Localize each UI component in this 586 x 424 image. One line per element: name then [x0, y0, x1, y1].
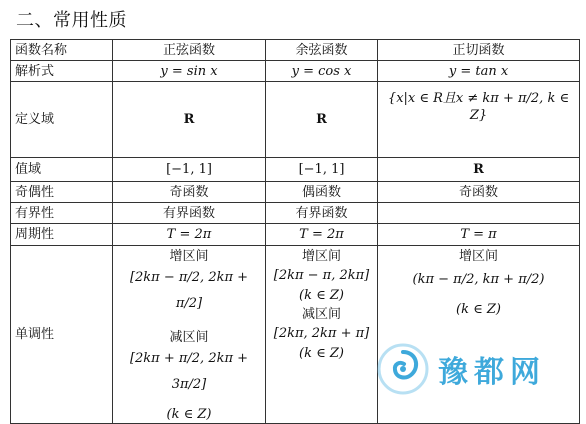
row-label-period: 周期性 [11, 224, 113, 246]
header-function-name: 函数名称 [11, 40, 113, 61]
tan-k-condition: (k ∈ Z) [456, 302, 501, 317]
cos-expression: y = cos x [266, 61, 378, 82]
row-parity [11, 182, 580, 203]
cos-period: T = 2π [266, 224, 378, 246]
cos-decreasing-interval: [2kπ, 2kπ + π] [273, 326, 370, 341]
sin-decreasing-label: 减区间 [169, 330, 209, 345]
cos-decreasing-k-condition: (k ∈ Z) [299, 346, 344, 361]
row-expression [11, 61, 580, 82]
cos-domain: R [266, 82, 378, 158]
row-domain [11, 82, 580, 158]
sin-period: T = 2π [113, 224, 266, 246]
sin-bounded: 有界函数 [113, 203, 266, 224]
cos-increasing-label: 增区间 [301, 249, 341, 264]
sin-monotonicity [113, 246, 266, 424]
tan-period: T = π [378, 224, 580, 246]
cos-increasing-interval: [2kπ − π, 2kπ] [273, 268, 370, 283]
header-sin: 正弦函数 [113, 40, 266, 61]
swirl-logo-icon [376, 342, 430, 396]
tan-increasing-label: 增区间 [458, 249, 498, 264]
site-watermark [376, 339, 576, 399]
row-label-bounded: 有界性 [11, 203, 113, 224]
row-range [11, 158, 580, 182]
row-label-range: 值域 [11, 158, 113, 182]
cos-bounded: 有界函数 [266, 203, 378, 224]
header-row [11, 40, 580, 61]
sin-decreasing-interval: [2kπ + π/2, 2kπ + 3π/2] [129, 351, 249, 392]
cos-range: [−1, 1] [266, 158, 378, 182]
row-label-parity: 奇偶性 [11, 182, 113, 203]
section-heading: 二、常用性质 [16, 10, 127, 31]
row-bounded [11, 203, 580, 224]
sin-range: [−1, 1] [113, 158, 266, 182]
cos-increasing-k-condition: (k ∈ Z) [299, 288, 344, 303]
sin-parity: 奇函数 [113, 182, 266, 203]
watermark-text: 豫都网 [438, 355, 546, 390]
sin-increasing-interval: [2kπ − π/2, 2kπ + π/2] [129, 270, 249, 311]
sin-k-condition: (k ∈ Z) [166, 407, 212, 422]
cos-decreasing-label: 减区间 [301, 307, 341, 322]
cos-parity: 偶函数 [266, 182, 378, 203]
row-period [11, 224, 580, 246]
sin-increasing-label: 增区间 [169, 249, 209, 264]
sin-domain: R [113, 82, 266, 158]
tan-bounded [378, 203, 580, 224]
tan-expression: y = tan x [378, 61, 580, 82]
tan-domain: {x|x ∈ R且x ≠ kπ + π/2, k ∈ Z} [378, 82, 580, 158]
cos-monotonicity [266, 246, 378, 424]
tan-parity: 奇函数 [378, 182, 580, 203]
header-tan: 正切函数 [378, 40, 580, 61]
row-label-monotonicity: 单调性 [11, 246, 113, 424]
sin-expression: y = sin x [113, 61, 266, 82]
header-cos: 余弦函数 [266, 40, 378, 61]
row-label-domain: 定义域 [11, 82, 113, 158]
row-label-expression: 解析式 [11, 61, 113, 82]
tan-range: R [378, 158, 580, 182]
tan-increasing-interval: (kπ − π/2, kπ + π/2) [412, 272, 545, 287]
